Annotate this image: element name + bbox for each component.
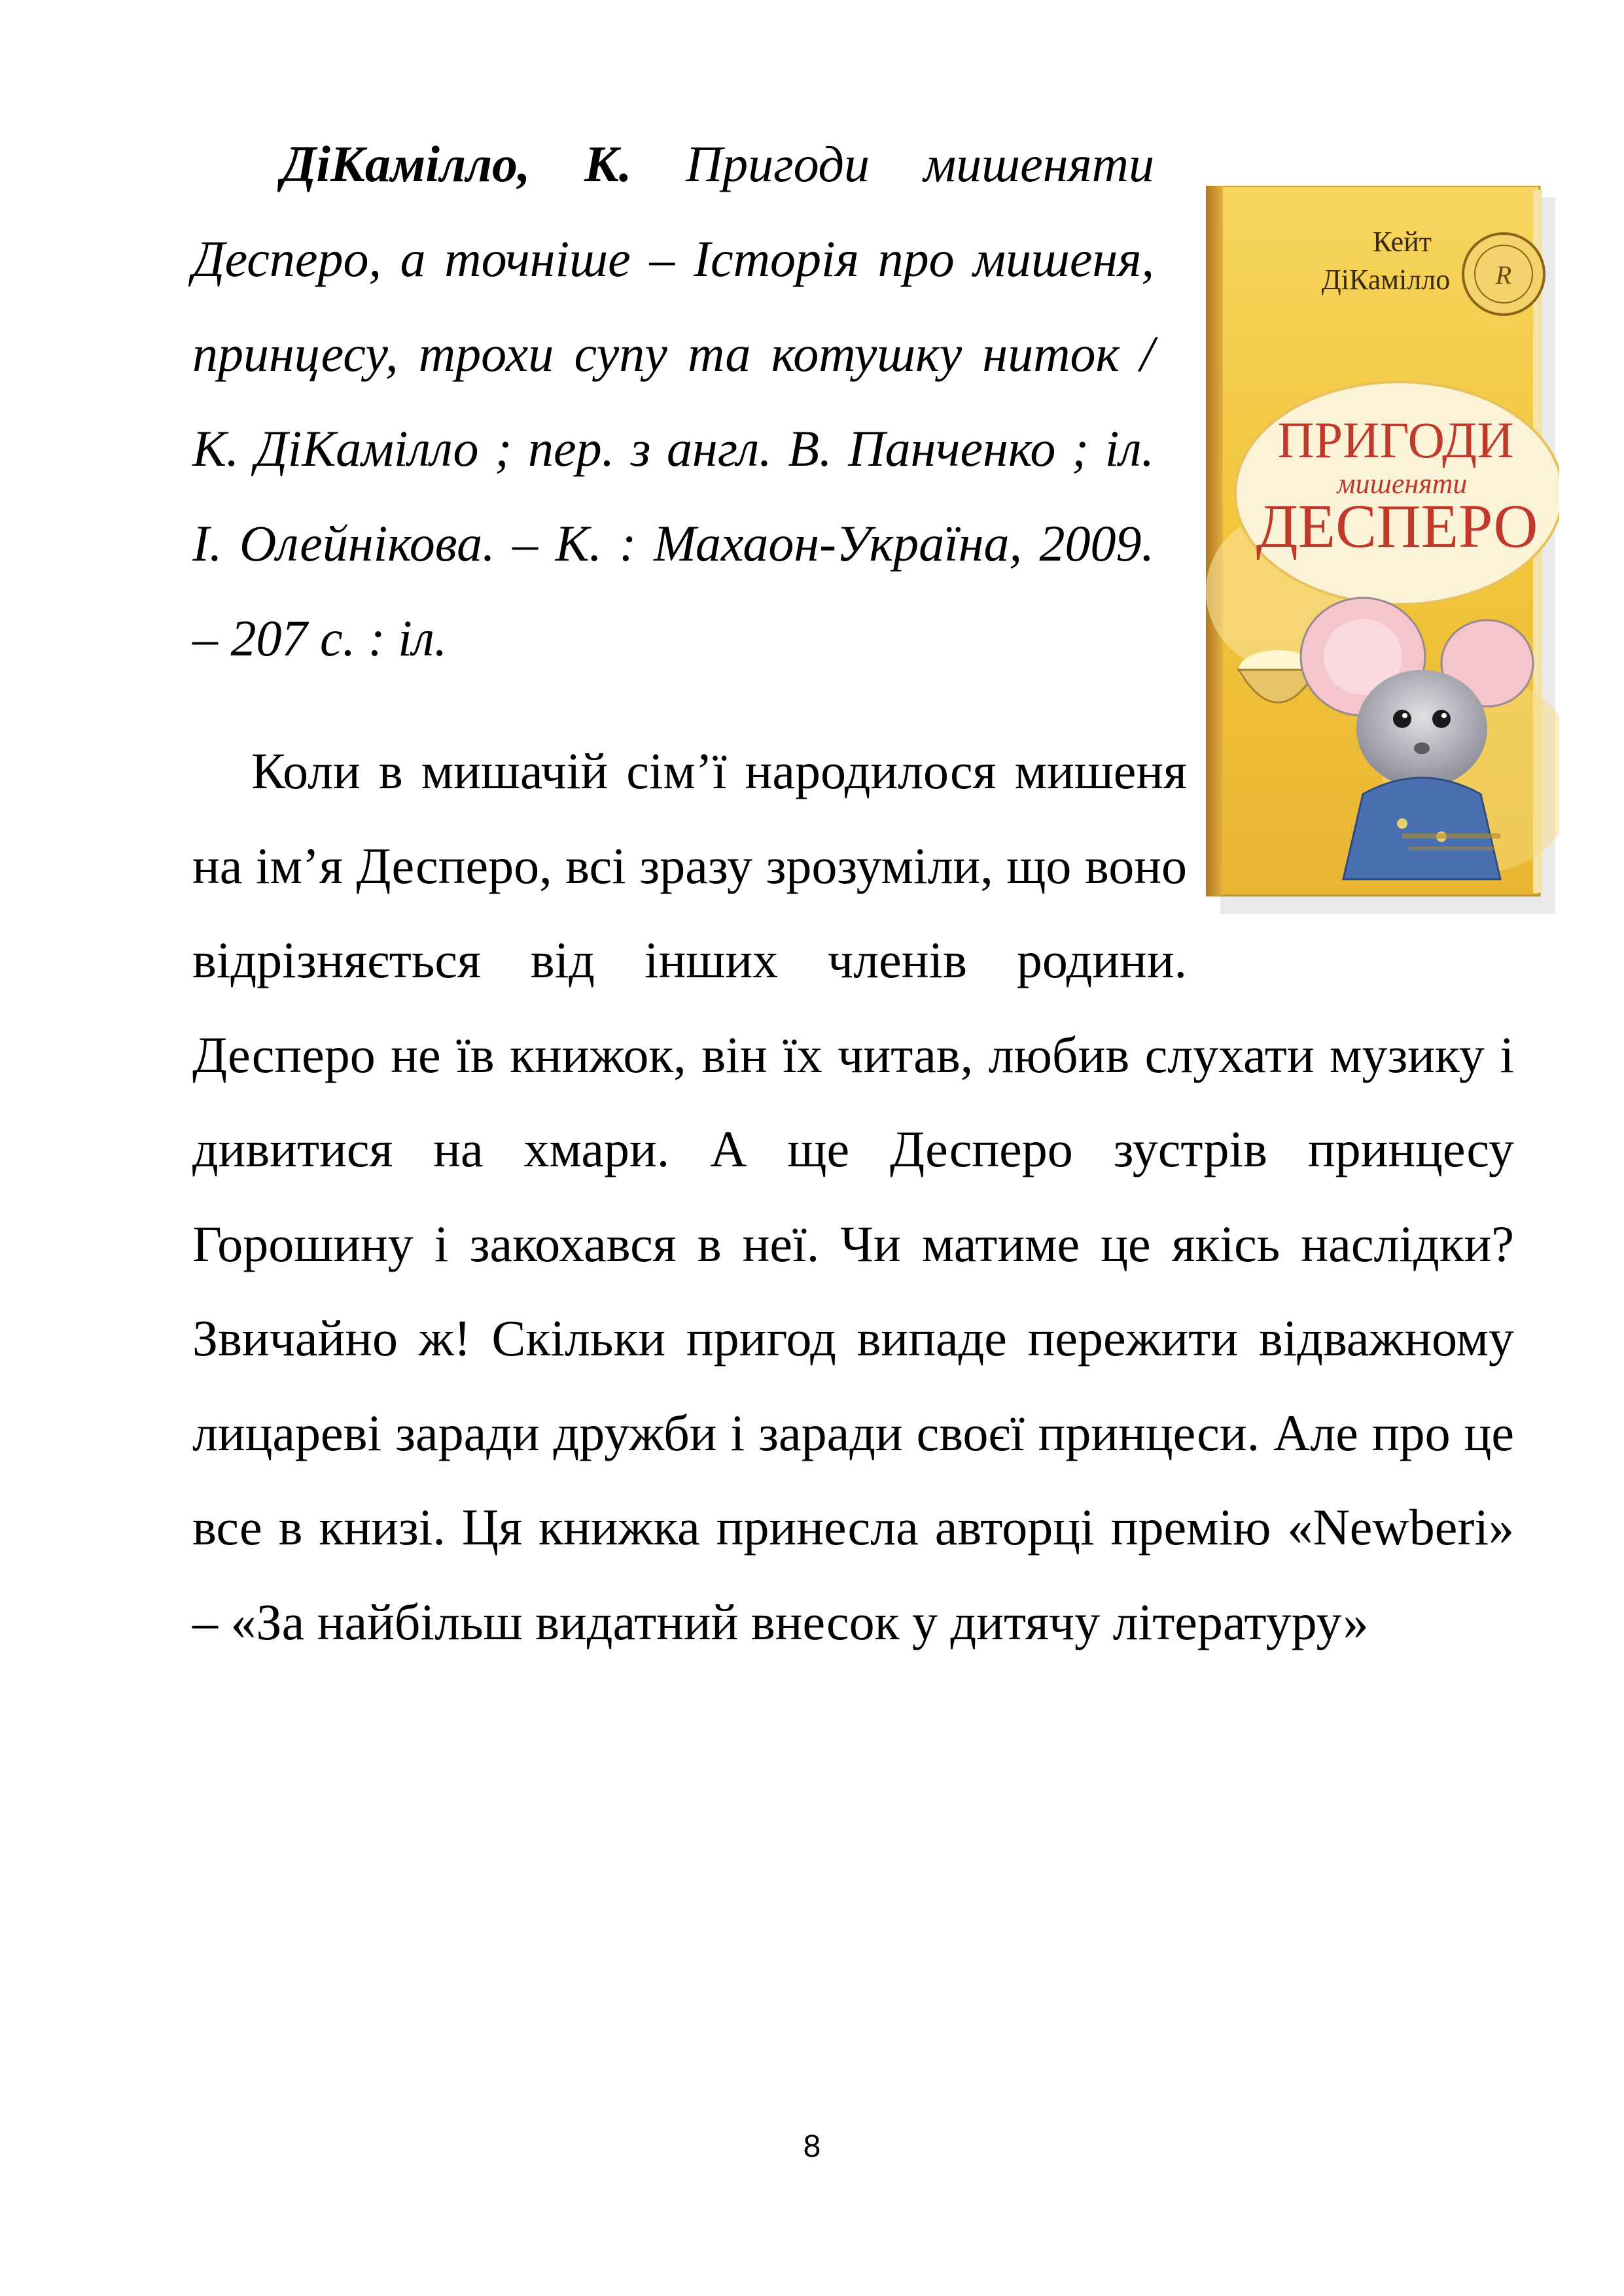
page-number: 8 — [803, 2129, 821, 2164]
bibliographic-citation — [192, 116, 1154, 686]
cover-author-line1: Кейт — [1373, 226, 1432, 258]
svg-text:R: R — [1495, 260, 1512, 290]
cover-title-line2: мишеняти — [1337, 468, 1468, 500]
cover-title-line1: ПРИГОДИ — [1277, 411, 1514, 468]
book-description — [192, 724, 1514, 1669]
cover-author-line2: ДіКамілло — [1321, 264, 1451, 296]
cover-title-line3: ДЕСПЕРО — [1256, 493, 1538, 561]
description-text: Коли в мишачій сім’ї народилося мишеня на ім’я Десперо, всі зразу зрозуміли, що воно відрізняється від інших членів родини. Десперо не їв книжок, він їх читав, любив слухати музику і дивитися на хмари. А ще Десперо зустрів принцесу Горошину і закохався в неї. Чи матиме це якісь наслідки? Звичайно ж! Скільки пригод випаде пережити відважному лицареві заради дружби і заради своєї принцеси. Але про це все в книзі. Ця книжка принесла авторці премію «Newberi» – «За найбільш видатний внесок у дитячу літературу» — [192, 742, 1514, 1650]
citation-author: ДіКамілло, К. — [281, 135, 632, 192]
citation-details: Пригоди мишеняти Десперо, а точніше – Історія про мишеня, принцесу, трохи супу та котушку ниток / К. ДіКамілло ; пер. з англ. В. Панченко ; іл. І. Олейнікова. – К. : Махаон-Україна, 2009. – 207 с. : іл. — [192, 135, 1155, 667]
